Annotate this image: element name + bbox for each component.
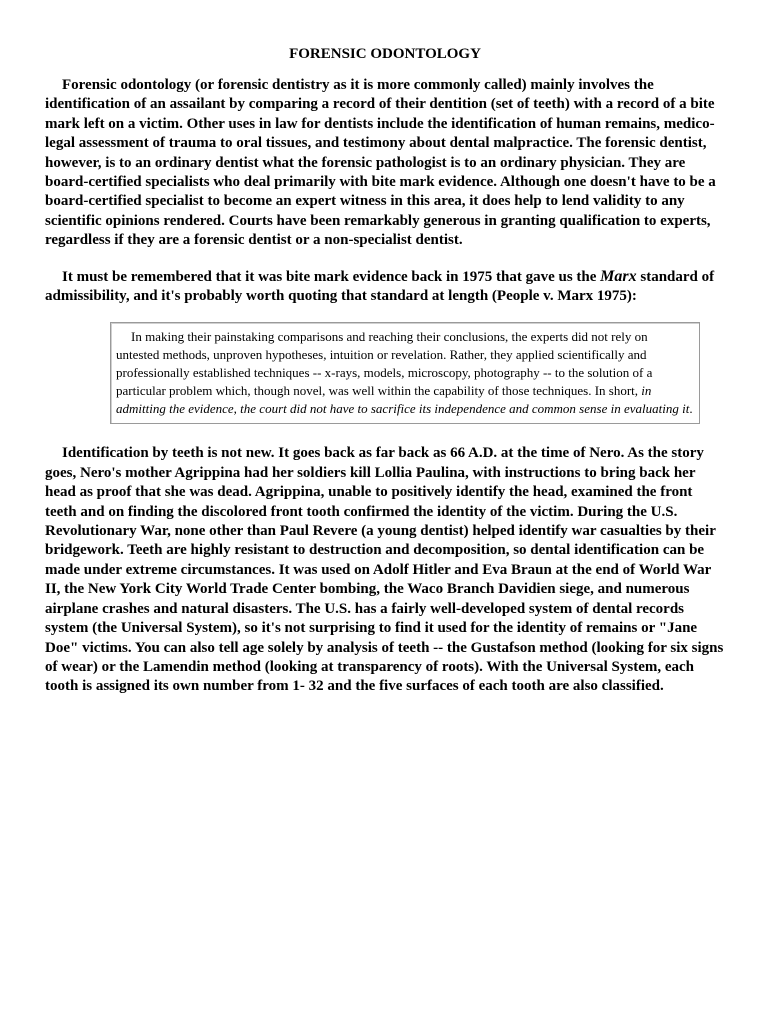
paragraph-marx-text-before: It must be remembered that it was bite mark evidence back in 1975 that gave us the xyxy=(62,268,601,285)
paragraph-marx-case-name: Marx xyxy=(600,267,637,285)
paragraph-marx xyxy=(45,267,725,307)
quote-text: In making their painstaking comparisons and reaching their conclusions, the experts did not rely on untested methods, unproven hypotheses, intuition or revelation. Rather, they applied scientifically and professionally established techniques -- x-rays, models, microscopy, photography -- to the solution of a particular problem which, though novel, was well within the capability of those techniques. In short, xyxy=(116,329,653,398)
paragraph-history xyxy=(45,444,725,696)
paragraph-intro xyxy=(45,76,725,251)
paragraph-intro-text: Forensic odontology (or forensic dentistry as it is more commonly called) mainly involves the identification of an assailant by comparing a record of their dentition (set of teeth) with a record of a bite mark left on a victim. Other uses in law for dentists include the identification of human remains, medico-legal assessment of trauma to oral tissues, and testimony about dental malpractice. The forensic dentist, however, is to an ordinary dentist what the forensic pathologist is to an ordinary physician. They are board-certified specialists who deal primarily with bite mark evidence. Although one doesn't have to be a board-certified specialist to become an expert witness in this area, it does help to lend validity to any scientific opinions rendered. Courts have been remarkably generous in granting qualification to experts, regardless if they are a forensic dentist or a non-specialist dentist. xyxy=(45,77,716,249)
document-title: FORENSIC ODONTOLOGY xyxy=(289,46,481,62)
quote-italic-text: in admitting the evidence, the court did not have to sacrifice its independence and common sense in evaluating it xyxy=(116,382,690,416)
document-page xyxy=(45,44,725,713)
block-quote-marx-standard xyxy=(110,322,700,424)
paragraph-marx-text-after: standard of admissibility, and it's probably worth quoting that standard at length (People v. Marx 1975): xyxy=(45,268,715,305)
quote-end: . xyxy=(689,400,693,416)
paragraph-history-text: Identification by teeth is not new. It goes back as far back as 66 A.D. at the time of Nero. As the story goes, Nero's mother Agrippina had her soldiers kill Lollia Paulina, with instructions to bring back her head as proof that she was dead. Agrippina, unable to positively identify the head, examined the front teeth and on finding the discolored front tooth confirmed the identity of the victim. During the U.S. Revolutionary War, none other than Paul Revere (a young dentist) helped identify war casualties by their bridgework. Teeth are highly resistant to destruction and decomposition, so dental identification can be made under extreme circumstances. It was used on Adolf Hitler and Eva Braun at the end of World War II, the New York City World Trade Center bombing, the Waco Branch Davidien siege, and numerous airplane crashes and natural disasters. The U.S. has a fairly well-developed system of dental records system (the Universal System), so it's not surprising to find it used for the identity of remains or "Jane Doe" victims. You can also tell age solely by analysis of teeth -- the Gustafson method (looking for six signs of wear) or the Lamendin method (looking at transparency of roots). With the Universal System, each tooth is assigned its own number from 1- 32 and the five surfaces of each tooth are also classified. xyxy=(45,445,724,695)
